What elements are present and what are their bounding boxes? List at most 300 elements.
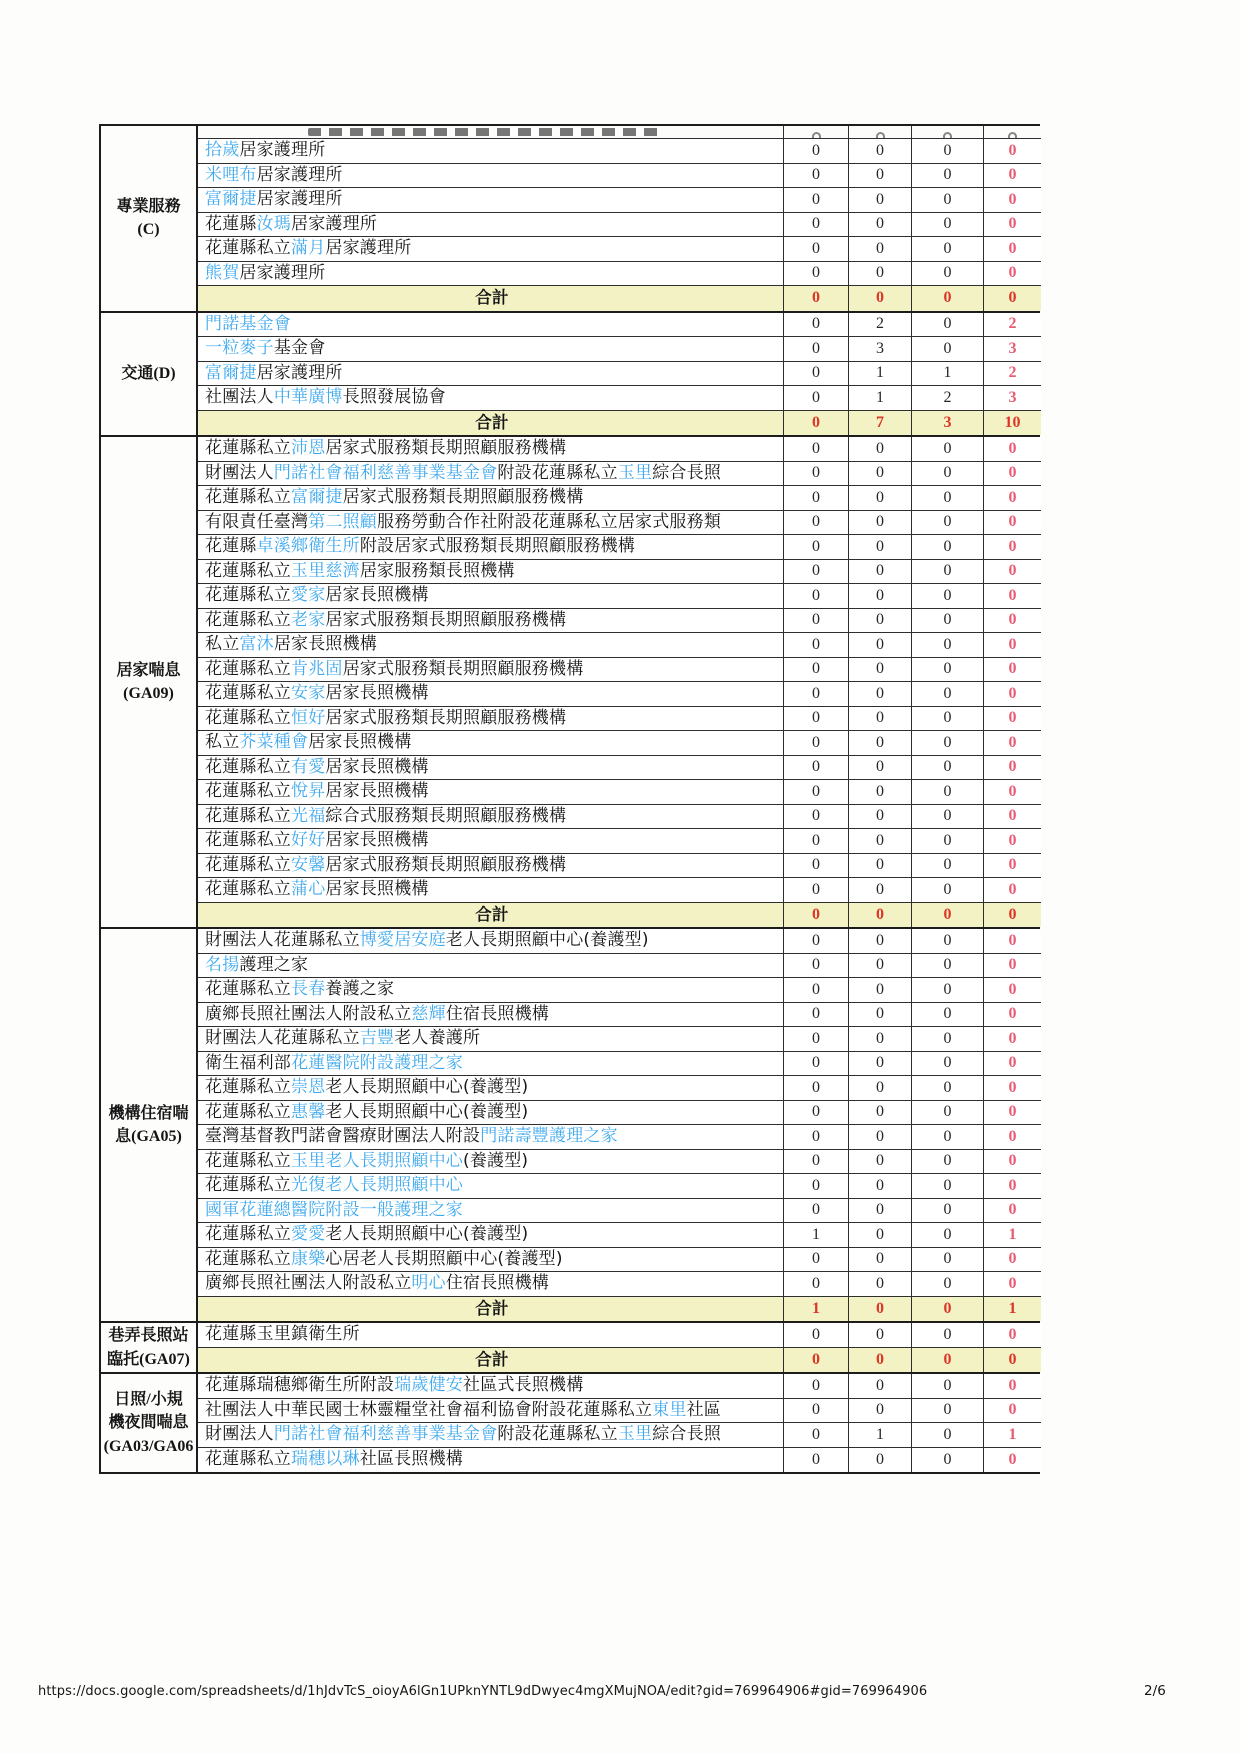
- value-cell: 0: [912, 658, 984, 682]
- org-name-cell: [198, 1199, 784, 1223]
- value-cell: 0: [912, 1399, 984, 1423]
- name-segment: 崇恩: [291, 1077, 326, 1098]
- value-cell: 0: [1008, 1152, 1017, 1170]
- org-name-cell: [198, 1374, 784, 1398]
- name-segment: 居家護理所: [325, 238, 412, 259]
- table-row: [198, 213, 1041, 238]
- category-label: 交通(D): [121, 365, 176, 383]
- org-name-cell: [198, 633, 784, 657]
- name-segment: 花蓮縣玉里鎮衛生所: [205, 1324, 360, 1345]
- name-segment: 老人長期照顧中心(養護型): [445, 930, 649, 951]
- value-cell: 0: [784, 1003, 849, 1027]
- value-cell: 0: [912, 286, 984, 311]
- value-cell: 0: [1008, 1029, 1017, 1047]
- name-segment: 居家式服務類長期照顧服務機構: [325, 707, 567, 728]
- total-row: [198, 411, 1041, 436]
- value-cell: 0: [1008, 1127, 1017, 1145]
- value-cell: 0: [912, 682, 984, 706]
- name-segment: 附設花蓮縣私立: [497, 1424, 618, 1445]
- value-cell: 0: [784, 609, 849, 633]
- name-segment: 老人長期照顧中心(養護型): [325, 1077, 529, 1098]
- value-cell: 0: [1008, 488, 1017, 506]
- value-cell: 0: [912, 903, 984, 928]
- value-cell: 0: [912, 1348, 984, 1373]
- value-cell: 0: [849, 1027, 912, 1051]
- value-cell: 0: [1008, 141, 1017, 159]
- org-name-cell: [198, 1399, 784, 1423]
- value-cell: 0: [849, 1248, 912, 1272]
- name-segment: 居家式服務類長期照顧服務機構: [325, 438, 567, 459]
- name-segment: 養護之家: [325, 979, 395, 1000]
- name-segment: 肯兆固: [291, 658, 343, 679]
- table-row: [198, 164, 1041, 189]
- value-cell: 0: [912, 707, 984, 731]
- name-segment: 東里: [652, 1399, 687, 1420]
- section-rows: [198, 1323, 1041, 1372]
- table-row: [198, 609, 1041, 634]
- table-row: [198, 707, 1041, 732]
- table-row: [198, 139, 1041, 164]
- value-cell: 0: [784, 731, 849, 755]
- name-segment: 花蓮縣私立: [205, 658, 291, 679]
- table-row: [198, 978, 1041, 1003]
- name-segment: 有限責任臺灣: [205, 511, 309, 532]
- value-cell: 1: [912, 362, 984, 386]
- name-segment: 門諾基金會: [205, 313, 291, 334]
- value-cell: 0: [912, 609, 984, 633]
- value-cell: 0: [1008, 190, 1017, 208]
- value-cell: 0: [849, 978, 912, 1002]
- name-segment: 第二照顧: [308, 511, 378, 532]
- name-segment: 居家長照機構: [273, 634, 378, 655]
- value-cell: 0: [1008, 1450, 1017, 1468]
- value-cell: 0: [1008, 1103, 1017, 1121]
- value-cell: 0: [1008, 464, 1017, 482]
- name-segment: 居家護理所: [239, 262, 326, 283]
- category-cell: [101, 313, 198, 436]
- value-cell: 0: [1008, 586, 1017, 604]
- org-name-cell: [198, 682, 784, 706]
- category-label: 巷弄長照站: [108, 1327, 189, 1345]
- value-cell: 0: [849, 633, 912, 657]
- value-cell: 0: [784, 535, 849, 559]
- value-cell: 0: [1008, 956, 1017, 974]
- value-cell: 0: [784, 1448, 849, 1473]
- value-cell: 0: [912, 731, 984, 755]
- org-name-cell: [198, 1003, 784, 1027]
- table-row: [198, 584, 1041, 609]
- clipped-digit-mark: [943, 132, 952, 138]
- name-segment: 居家式服務類長期照顧服務機構: [342, 487, 584, 508]
- value-cell: 0: [1008, 215, 1017, 233]
- value-cell: 0: [912, 213, 984, 237]
- value-cell: 0: [784, 1150, 849, 1174]
- value-cell: 0: [912, 805, 984, 829]
- value-cell: 0: [849, 584, 912, 608]
- org-name-cell: [198, 609, 784, 633]
- value-cell: 0: [849, 1003, 912, 1027]
- value-cell: 0: [784, 286, 849, 311]
- name-segment: 玉里老人長期照顧中心: [291, 1150, 463, 1171]
- value-cell: 0: [912, 1272, 984, 1296]
- value-cell: 0: [784, 805, 849, 829]
- section-institutional-respite-ga05: [101, 929, 1038, 1323]
- value-cell: 0: [849, 262, 912, 286]
- name-segment: 玉里慈濟: [291, 560, 360, 581]
- clipped-partial-row: [198, 126, 1041, 139]
- org-name-cell: [198, 262, 784, 286]
- name-segment: 花蓮縣私立: [205, 805, 291, 826]
- name-segment: 老人長期照顧中心(養護型): [325, 1224, 529, 1245]
- table-row: [198, 386, 1041, 411]
- name-segment: 財團法人: [205, 1424, 274, 1445]
- table-row: [198, 1399, 1041, 1424]
- name-segment: (養護型): [463, 1150, 529, 1171]
- value-cell: 0: [849, 1199, 912, 1223]
- category-label: 居家喘息: [116, 661, 181, 679]
- value-cell: 1: [849, 386, 912, 410]
- value-cell: 0: [784, 878, 849, 902]
- value-cell: 0: [912, 1199, 984, 1223]
- name-segment: 社團法人中華民國士林靈糧堂社會福利協會附設花蓮縣私立: [205, 1399, 653, 1420]
- value-cell: 0: [1008, 1054, 1017, 1072]
- value-cell: 0: [1008, 635, 1017, 653]
- value-cell: 0: [912, 262, 984, 286]
- value-cell: 0: [849, 805, 912, 829]
- name-segment: 居家長照機構: [325, 879, 429, 900]
- value-cell: 0: [784, 313, 849, 337]
- name-segment: 富爾捷: [205, 189, 257, 210]
- value-cell: 0: [849, 1348, 912, 1373]
- name-segment: 基金會: [273, 338, 326, 359]
- org-name-cell: [198, 1150, 784, 1174]
- name-segment: 卓溪鄉衛生所: [256, 536, 360, 557]
- name-segment: 富沐: [239, 634, 274, 655]
- value-cell: 0: [784, 1348, 849, 1373]
- value-cell: 0: [1008, 1325, 1017, 1343]
- value-cell: 0: [912, 829, 984, 853]
- value-cell: 0: [784, 1199, 849, 1223]
- value-cell: 0: [784, 237, 849, 261]
- value-cell: 0: [784, 462, 849, 486]
- value-cell: 1: [849, 1423, 912, 1447]
- name-segment: 博愛居安庭: [359, 930, 446, 951]
- name-segment: 玉里: [617, 462, 653, 483]
- value-cell: 0: [1008, 264, 1017, 282]
- table-row: [198, 337, 1041, 362]
- value-cell: 0: [912, 854, 984, 878]
- org-name-cell: [198, 1076, 784, 1100]
- table-row: [198, 1374, 1041, 1399]
- name-segment: 衛生福利部: [205, 1052, 291, 1073]
- name-segment: 居家服務類長照機構: [359, 560, 515, 581]
- name-segment: 光復老人長期照顧中心: [291, 1175, 463, 1196]
- clipped-digit-mark: [1008, 132, 1017, 138]
- value-cell: 1: [1008, 1425, 1017, 1443]
- name-segment: 沛恩: [291, 438, 326, 459]
- section-rows: [198, 437, 1041, 927]
- table-row: [198, 1174, 1041, 1199]
- org-name-cell: [198, 511, 784, 535]
- total-label-cell: [198, 1348, 784, 1373]
- name-segment: 玉里: [617, 1424, 653, 1445]
- clipped-digit-mark: [876, 132, 885, 138]
- value-cell: 0: [912, 878, 984, 902]
- name-segment: 惠馨: [291, 1101, 326, 1122]
- value-cell: 0: [784, 337, 849, 361]
- org-name-cell: [198, 1448, 784, 1473]
- name-segment: 有愛: [291, 756, 326, 777]
- value-cell: 0: [784, 386, 849, 410]
- name-segment: 滿月: [291, 238, 326, 259]
- value-cell: 0: [912, 462, 984, 486]
- value-cell: 0: [1008, 660, 1017, 678]
- name-segment: 富爾捷: [291, 487, 343, 508]
- org-name-cell: [198, 560, 784, 584]
- value-cell: 0: [849, 854, 912, 878]
- value-cell: 0: [1008, 289, 1017, 307]
- value-cell: 0: [1008, 931, 1017, 949]
- value-cell: 0: [849, 164, 912, 188]
- total-row: [198, 1297, 1041, 1322]
- value-cell: 0: [849, 213, 912, 237]
- value-cell: 0: [1008, 562, 1017, 580]
- value-cell: 3: [849, 337, 912, 361]
- value-cell: 0: [912, 486, 984, 510]
- value-cell: 0: [1008, 980, 1017, 998]
- value-cell: 0: [849, 437, 912, 461]
- value-cell: 3: [912, 411, 984, 436]
- value-cell: 0: [912, 1076, 984, 1100]
- value-cell: 0: [912, 1150, 984, 1174]
- total-label-cell: [198, 903, 784, 928]
- org-name-cell: [198, 126, 784, 138]
- name-segment: 服務勞動合作社附設花蓮縣私立居家式服務類: [377, 511, 722, 532]
- value-cell: 0: [1008, 905, 1017, 923]
- name-segment: 汝瑪: [256, 213, 292, 234]
- table-row: [198, 756, 1041, 781]
- name-segment: 花蓮縣私立: [205, 830, 291, 851]
- org-name-cell: [198, 1052, 784, 1076]
- value-cell: 0: [1008, 439, 1017, 457]
- name-segment: 護理之家: [239, 954, 309, 975]
- value-cell: 0: [912, 1297, 984, 1322]
- value-cell: 0: [784, 1101, 849, 1125]
- name-segment: 居家式服務類長期照顧服務機構: [325, 854, 567, 875]
- value-cell: 0: [1008, 733, 1017, 751]
- value-cell: 0: [849, 780, 912, 804]
- value-cell: 0: [1008, 856, 1017, 874]
- clipped-digit-mark: [812, 132, 821, 138]
- category-label: 機夜間喘息: [108, 1414, 189, 1432]
- section-rows: [198, 126, 1041, 311]
- value-cell: 0: [912, 139, 984, 163]
- org-name-cell: [198, 658, 784, 682]
- value-cell: 0: [784, 1174, 849, 1198]
- value-cell: 0: [912, 954, 984, 978]
- org-name-cell: [198, 237, 784, 261]
- care-services-table: [99, 124, 1040, 1474]
- org-name-cell: [198, 386, 784, 410]
- value-cell: 0: [1008, 1376, 1017, 1394]
- value-cell: 0: [849, 1223, 912, 1247]
- name-segment: 花蓮縣私立: [205, 1150, 291, 1171]
- name-segment: 居家式服務類長期照顧服務機構: [325, 609, 567, 630]
- value-cell: 0: [912, 1323, 984, 1347]
- category-cell: [101, 1374, 198, 1472]
- org-name-cell: [198, 978, 784, 1002]
- total-label: 合計: [475, 412, 509, 432]
- table-row: [198, 682, 1041, 707]
- section-rows: [198, 313, 1041, 436]
- value-cell: 0: [912, 188, 984, 212]
- name-segment: 花蓮縣私立: [205, 683, 291, 704]
- value-cell: 0: [784, 682, 849, 706]
- value-cell: 2: [1008, 364, 1017, 382]
- name-segment: 居家護理所: [291, 213, 378, 234]
- name-segment: 財團法人花蓮縣私立: [205, 1028, 360, 1049]
- name-segment: 綜合式服務類長期照顧服務機構: [325, 805, 567, 826]
- name-segment: 中華廣博: [273, 387, 343, 408]
- value-cell: 0: [912, 164, 984, 188]
- value-cell: 0: [912, 560, 984, 584]
- name-segment: 安馨: [291, 854, 326, 875]
- value-cell: 0: [784, 929, 849, 953]
- table-row: [198, 1323, 1041, 1348]
- org-name-cell: [198, 829, 784, 853]
- name-segment: 住宿長照機構: [445, 1273, 550, 1294]
- value-cell: 0: [849, 1374, 912, 1398]
- value-cell: 0: [912, 1052, 984, 1076]
- name-segment: 門諾壽豐護理之家: [480, 1126, 618, 1147]
- value-cell: 0: [912, 1374, 984, 1398]
- name-segment: 熊賀: [205, 262, 240, 283]
- value-cell: 0: [784, 1248, 849, 1272]
- name-segment: 花蓮縣私立: [205, 854, 291, 875]
- value-cell: 0: [849, 658, 912, 682]
- section-transport-d: [101, 313, 1038, 438]
- category-label: (GA03/GA06: [103, 1437, 194, 1455]
- value-cell: 0: [912, 1248, 984, 1272]
- value-cell: 0: [849, 1323, 912, 1347]
- org-name-cell: [198, 437, 784, 461]
- name-segment: 花蓮縣私立: [205, 1224, 291, 1245]
- value-cell: 0: [849, 511, 912, 535]
- table-row: [198, 511, 1041, 536]
- value-cell: 0: [912, 1003, 984, 1027]
- name-segment: 心居老人長期照顧中心(養護型): [325, 1248, 563, 1269]
- value-cell: 0: [849, 188, 912, 212]
- value-cell: 0: [849, 1052, 912, 1076]
- name-segment: 花蓮縣: [205, 213, 257, 234]
- table-row: [198, 878, 1041, 903]
- value-cell: 0: [1008, 611, 1017, 629]
- org-name-cell: [198, 1248, 784, 1272]
- name-segment: 富爾捷: [205, 362, 257, 383]
- table-row: [198, 829, 1041, 854]
- section-professional-services-c: [101, 126, 1038, 313]
- name-segment: 居家長照機構: [325, 781, 429, 802]
- value-cell: 0: [1008, 537, 1017, 555]
- org-name-cell: [198, 139, 784, 163]
- value-cell: 0: [912, 780, 984, 804]
- value-cell: 0: [784, 756, 849, 780]
- table-row: [198, 1199, 1041, 1224]
- name-segment: 居家長照機構: [325, 830, 429, 851]
- category-cell: [101, 437, 198, 927]
- name-segment: 光福: [291, 805, 326, 826]
- name-segment: 長春: [291, 979, 326, 1000]
- value-cell: 0: [1008, 166, 1017, 184]
- total-label: 合計: [475, 1298, 509, 1318]
- name-segment: 吉豐: [359, 1028, 395, 1049]
- value-cell: 0: [1008, 758, 1017, 776]
- name-segment: 花蓮縣瑞穗鄉衛生所附設: [205, 1375, 395, 1396]
- org-name-cell: [198, 805, 784, 829]
- table-row: [198, 954, 1041, 979]
- name-segment: 國軍花蓮總醫院附設一般護理之家: [205, 1199, 463, 1220]
- name-segment: 老人養護所: [394, 1028, 481, 1049]
- category-label: 專業服務: [116, 198, 181, 216]
- org-name-cell: [198, 1272, 784, 1296]
- value-cell: 0: [849, 1174, 912, 1198]
- name-segment: 財團法人花蓮縣私立: [205, 930, 360, 951]
- table-row: [198, 1076, 1041, 1101]
- name-segment: 臺灣基督教門諾會醫療財團法人附設: [205, 1126, 481, 1147]
- footer-url: https://docs.google.com/spreadsheets/d/1hJdvTcS_oioyA6lGn1UPknYNTL9dDwyec4mgXMujNOA/edit?gid=769964906#gid=769964906: [38, 1684, 928, 1699]
- value-cell: 0: [784, 1027, 849, 1051]
- table-row: [198, 1423, 1041, 1448]
- value-cell: 0: [784, 213, 849, 237]
- value-cell: 0: [849, 1448, 912, 1473]
- name-segment: 花蓮縣私立: [205, 707, 291, 728]
- value-cell: 0: [784, 978, 849, 1002]
- name-segment: 花蓮縣私立: [205, 1175, 291, 1196]
- name-segment: 綜合長照: [652, 462, 722, 483]
- value-cell: 1: [1008, 1299, 1017, 1317]
- name-segment: 門諾社會福利慈善事業基金會: [273, 462, 498, 483]
- table-row: [198, 731, 1041, 756]
- org-name-cell: [198, 878, 784, 902]
- name-segment: 門諾社會福利慈善事業基金會: [273, 1424, 498, 1445]
- value-cell: 0: [912, 437, 984, 461]
- value-cell: 0: [1008, 1176, 1017, 1194]
- value-cell: 0: [1008, 880, 1017, 898]
- value-cell: 0: [784, 437, 849, 461]
- value-cell: 0: [849, 1076, 912, 1100]
- name-segment: 花蓮縣私立: [205, 609, 291, 630]
- table-row: [198, 486, 1041, 511]
- value-cell: 0: [912, 1174, 984, 1198]
- value-cell: 0: [849, 609, 912, 633]
- table-row: [198, 929, 1041, 954]
- category-label: 日照/小規: [114, 1391, 183, 1409]
- value-cell: 2: [849, 313, 912, 337]
- value-cell: 0: [849, 237, 912, 261]
- name-segment: 愛愛: [291, 1224, 326, 1245]
- org-name-cell: [198, 929, 784, 953]
- table-row: [198, 237, 1041, 262]
- value-cell: 0: [849, 1272, 912, 1296]
- name-segment: 居家護理所: [256, 362, 343, 383]
- org-name-cell: [198, 486, 784, 510]
- value-cell: 0: [1008, 1250, 1017, 1268]
- name-segment: 花蓮縣私立: [205, 781, 291, 802]
- table-row: [198, 1272, 1041, 1297]
- table-row: [198, 313, 1041, 338]
- value-cell: 0: [784, 560, 849, 584]
- section-daycare-night-respite-ga03-ga06: [101, 1374, 1038, 1472]
